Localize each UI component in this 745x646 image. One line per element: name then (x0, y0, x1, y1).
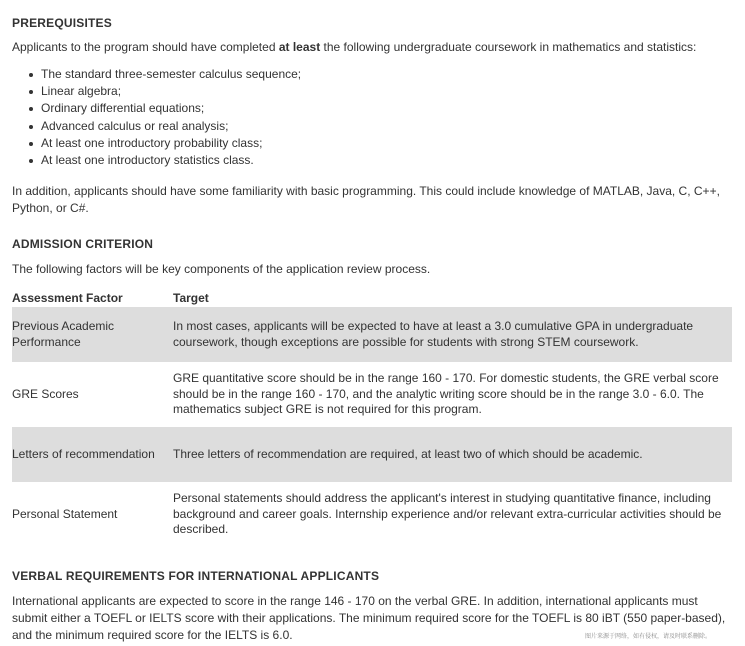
factor-cell: Letters of recommendation (12, 427, 173, 482)
list-item: Advanced calculus or real analysis; (41, 118, 301, 135)
intro-text-before: Applicants to the program should have completed (12, 40, 279, 54)
admission-heading: ADMISSION CRITERION (12, 237, 154, 251)
verbal-heading: VERBAL REQUIREMENTS FOR INTERNATIONAL APPLICANTS (12, 569, 380, 583)
target-cell: Three letters of recommendation are required, at least two of which should be academic. (173, 427, 732, 482)
admission-criteria-table (12, 290, 732, 547)
prerequisites-intro (12, 39, 732, 56)
column-header-factor: Assessment Factor (12, 291, 123, 305)
target-cell: GRE quantitative score should be in the range 160 - 170. For domestic students, the GRE verbal score should be in the range 160 - 170, and the analytic writing score should be in the range 3.0 - 6.0. The mathematics subject GRE is not required for this program. (173, 371, 719, 417)
intro-text-after: the following undergraduate coursework in mathematics and statistics: (320, 40, 697, 54)
table-row (12, 482, 732, 547)
list-item: The standard three-semester calculus sequence; (41, 66, 301, 83)
table-row (12, 427, 732, 482)
verbal-requirements-text: International applicants are expected to score in the range 146 - 170 on the verbal GRE. In addition, international applicants must submit either a TOEFL or IELTS score with their applications. The minimum required score for the TOEFL is 80 iBT (550 paper-based), and the minimum required score for the IELTS is 6.0. (12, 594, 726, 642)
target-cell: Personal statements should address the applicant's interest in studying quantitative finance, including background and career goals. Internship experience and/or relevant extra-curricular activities should be described. (173, 491, 722, 537)
prerequisites-list (12, 66, 301, 169)
list-item: Ordinary differential equations; (41, 100, 301, 117)
list-item: At least one introductory statistics class. (41, 152, 301, 169)
admission-intro: The following factors will be key components of the application review process. (12, 262, 431, 276)
prerequisites-heading: PREREQUISITES (12, 16, 112, 30)
factor-cell: GRE Scores (12, 386, 79, 401)
target-cell: In most cases, applicants will be expected to have at least a 3.0 cumulative GPA in undergraduate coursework, though exceptions are possible for students with strong STEM coursework. (173, 307, 732, 362)
list-item: Linear algebra; (41, 83, 301, 100)
factor-cell: Personal Statement (12, 506, 118, 521)
column-header-target: Target (173, 291, 209, 305)
table-row (12, 307, 732, 362)
list-item: At least one introductory probability class; (41, 135, 301, 152)
table-header-row (12, 290, 732, 307)
watermark-text: 图片来源于网络，如有侵权，请及时联系删除。 (585, 634, 712, 640)
programming-note: In addition, applicants should have some familiarity with basic programming. This could include knowledge of MATLAB, Java, C, C++, Python, or C#. (12, 184, 720, 215)
factor-cell: Previous Academic Performance (12, 307, 173, 362)
table-row (12, 362, 732, 427)
intro-text-bold: at least (278, 40, 321, 54)
